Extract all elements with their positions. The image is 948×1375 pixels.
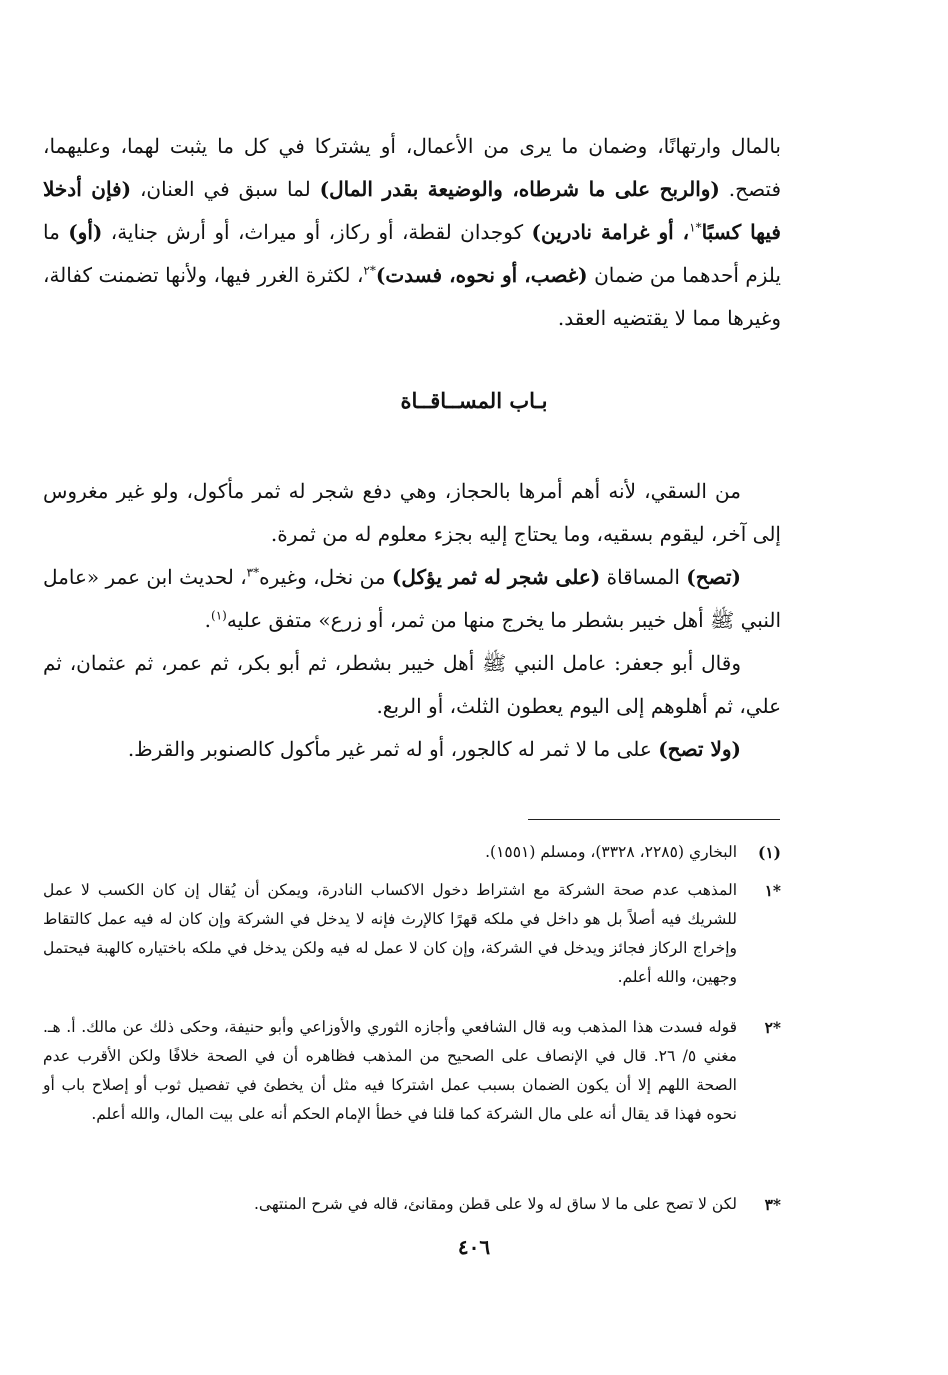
bold-term: ، أو غرامة نادرين)	[531, 220, 690, 244]
bold-term: (على شجر له ثمر يؤكل)	[391, 565, 601, 589]
chapter-title: بـاب المســاقــاة	[400, 388, 548, 413]
footnote-ref: *٢	[363, 263, 376, 278]
footnote-text: البخاري (٢٢٨٥، ٣٣٢٨)، ومسلم (١٥٥١).	[485, 843, 737, 861]
text-span: من نخل، وغيره	[259, 565, 392, 589]
text-span: على ما لا ثمر له كالجور، أو له ثمر غير مأكول كالصنوبر والقرظ.	[127, 737, 659, 761]
text-span: ، لحديث ابن عمر «عامل النبي ﷺ أهل خيبر بشطر ما يخرج منها من ثمر، أو زرع» متفق عليه	[43, 565, 781, 632]
footnote-text: المذهب عدم صحة الشركة مع اشتراط دخول الاكساب النادرة، ويمكن أن يُقال إن كان الكسب لا عمل للشريك فيه أصلاً بل هو داخل في ملكه قهرًا كالإرث فإنه لا يدخل في الشركة وإن كان له فيه عمل كالتقاط وإخراج الركاز فجائز ويدخل في الشركة، وإن كان لا عمل له فيه ولكن يدخل في ملكه باختياره كالهبة فيحتمل وجهين، والله أعلم.	[43, 881, 737, 986]
bold-term: (أو)	[68, 220, 103, 244]
page-number: ٤٠٦	[457, 1235, 491, 1259]
paragraph-3	[43, 556, 781, 642]
bold-term: (ولا تصح)	[658, 737, 741, 761]
bold-term: (والربح على ما شرطاه، والوضيعة بقدر المال)	[319, 177, 720, 201]
footnote-mark: (١)	[757, 843, 781, 862]
text-span: بالمال وارتهانًا، وضمان ما يرى من الأعمال، أو يشتركا في كل ما يثبت لهما، وعليهما، فتصح.	[43, 134, 782, 201]
bold-term: (فإن أدخلا فيها كسبًا	[43, 177, 781, 244]
bold-term: (غصب، أو نحوه، فسدت)	[375, 263, 588, 287]
bold-term: (تصح)	[686, 565, 741, 589]
footnote-ref: *٣	[246, 565, 260, 580]
text-span: ما يلزم أحدهما من ضمان	[43, 220, 781, 287]
text-span: .	[204, 608, 211, 632]
footnote-text: لكن لا تصح على ما لا ساق له ولا على قطن ومقانئ، قاله في شرح المنتهى.	[253, 1195, 737, 1213]
text-span: كوجدان لقطة، أو ركاز، أو ميراث، أو أرش جناية،	[102, 220, 532, 244]
footnote-ref: (١)	[211, 608, 227, 623]
paragraph-2: من السقي، لأنه أهم أمرها بالحجاز، وهي دفع شجر له ثمر مأكول، ولو غير مغروس إلى آخر، ليقوم بسقيه، وما يحتاج إليه بجزء معلوم له من ثمرة.	[43, 479, 781, 546]
text-span: ، لكثرة الغرر فيها، ولأنها تضمنت كفالة، وغيرها مما لا يقتضيه العقد.	[43, 263, 781, 330]
footnote	[43, 1190, 781, 1219]
text-span: المساقاة	[600, 565, 687, 589]
footnote-mark: *١	[764, 881, 781, 900]
footnote-text: قوله فسدت هذا المذهب وبه قال الشافعي وأجازه الثوري والأوزاعي وأبو حنيفة، وحكى ذلك عن مالك. أ. هـ. مغني ٥/ ٢٦. قال في الإنصاف على الصحيح من المذهب فظاهره أن في الصحة خلافًا ولكن الأقرب عدم الصحة اللهم إلا أن يكون الضمان بسبب عمل اشتركا فيه مثل أن يخطئ في تفصيل ثوب أو إصلاح باب أو نحوه فهذا قد يقال أنه على مال الشركة كما قلنا في خطأ الإمام الحكم أنه على بيت المال، والله أعلم.	[43, 1018, 737, 1123]
text-span: لما سبق في العنان،	[131, 177, 320, 201]
paragraph-5	[43, 728, 781, 771]
footnote	[43, 838, 781, 867]
footnote-ref: *١	[689, 220, 702, 235]
paragraph-4: وقال أبو جعفر: عامل النبي ﷺ أهل خيبر بشطر، ثم أبو بكر، ثم عمر، ثم عثمان، ثم علي، ثم أهلوهم إلى اليوم يعطون الثلث، أو الربع.	[43, 651, 781, 718]
footnote	[43, 1013, 781, 1129]
paragraph-1	[43, 125, 781, 340]
footnote-mark: *٣	[764, 1195, 781, 1214]
footnote-mark: *٢	[764, 1018, 781, 1037]
footnote-separator	[528, 819, 780, 820]
footnote	[43, 876, 781, 992]
